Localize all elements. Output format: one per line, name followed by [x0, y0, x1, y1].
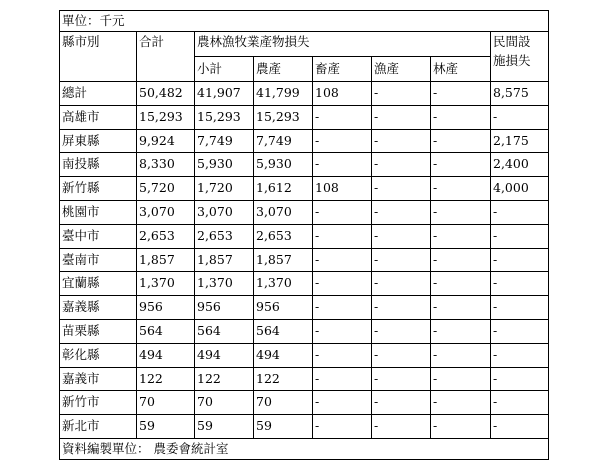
table-row — [60, 153, 549, 177]
cell-forestry: - — [431, 129, 491, 153]
cell-subtotal: 70 — [195, 391, 254, 415]
header-county: 縣市別 — [60, 32, 137, 82]
cell-livestock: - — [313, 105, 372, 129]
cell-fishery: - — [372, 367, 431, 391]
header-facility-line1: 民間設 — [493, 34, 531, 49]
cell-forestry: - — [431, 391, 491, 415]
header-crops: 農產 — [254, 57, 313, 82]
cell-county: 彰化縣 — [60, 343, 137, 367]
cell-livestock: - — [313, 272, 372, 296]
cell-livestock: 108 — [313, 82, 372, 106]
cell-fishery: - — [372, 391, 431, 415]
table-row — [60, 296, 549, 320]
cell-facility: - — [491, 224, 549, 248]
cell-fishery: - — [372, 153, 431, 177]
table-body — [60, 82, 549, 439]
cell-forestry: - — [431, 415, 491, 439]
cell-facility: - — [491, 248, 549, 272]
cell-total: 564 — [137, 319, 195, 343]
cell-fishery: - — [372, 177, 431, 201]
cell-forestry: - — [431, 343, 491, 367]
cell-livestock: - — [313, 391, 372, 415]
cell-fishery: - — [372, 82, 431, 106]
table-row — [60, 105, 549, 129]
unit-line: 單位：千元 — [60, 11, 549, 32]
cell-subtotal: 15,293 — [195, 105, 254, 129]
cell-county: 宜蘭縣 — [60, 272, 137, 296]
table-row — [60, 82, 549, 106]
cell-county: 新北市 — [60, 415, 137, 439]
cell-total: 59 — [137, 415, 195, 439]
cell-forestry: - — [431, 224, 491, 248]
cell-subtotal: 3,070 — [195, 200, 254, 224]
cell-total: 5,720 — [137, 177, 195, 201]
table-row — [60, 272, 549, 296]
cell-subtotal: 956 — [195, 296, 254, 320]
cell-total: 50,482 — [137, 82, 195, 106]
cell-facility: 8,575 — [491, 82, 549, 106]
cell-total: 2,653 — [137, 224, 195, 248]
cell-livestock: - — [313, 415, 372, 439]
cell-county: 南投縣 — [60, 153, 137, 177]
cell-subtotal: 59 — [195, 415, 254, 439]
source-line: 資料編製單位： 農委會統計室 — [60, 438, 549, 459]
table-row — [60, 248, 549, 272]
cell-livestock: - — [313, 153, 372, 177]
header-subtotal: 小計 — [195, 57, 254, 82]
cell-fishery: - — [372, 343, 431, 367]
header-forestry: 林產 — [431, 57, 491, 82]
cell-total: 956 — [137, 296, 195, 320]
cell-facility: - — [491, 105, 549, 129]
cell-livestock: - — [313, 200, 372, 224]
cell-fishery: - — [372, 129, 431, 153]
cell-county: 新竹市 — [60, 391, 137, 415]
cell-total: 9,924 — [137, 129, 195, 153]
cell-total: 1,857 — [137, 248, 195, 272]
loss-table — [59, 10, 549, 460]
table-row — [60, 343, 549, 367]
table-row — [60, 224, 549, 248]
cell-forestry: - — [431, 296, 491, 320]
cell-total: 1,370 — [137, 272, 195, 296]
cell-livestock: - — [313, 296, 372, 320]
cell-forestry: - — [431, 105, 491, 129]
cell-fishery: - — [372, 319, 431, 343]
header-livestock: 畜產 — [313, 57, 372, 82]
cell-livestock: - — [313, 224, 372, 248]
cell-facility: - — [491, 319, 549, 343]
cell-subtotal: 494 — [195, 343, 254, 367]
cell-fishery: - — [372, 224, 431, 248]
cell-subtotal: 1,370 — [195, 272, 254, 296]
cell-fishery: - — [372, 105, 431, 129]
cell-total: 3,070 — [137, 200, 195, 224]
cell-crops: 1,612 — [254, 177, 313, 201]
cell-crops: 564 — [254, 319, 313, 343]
cell-subtotal: 122 — [195, 367, 254, 391]
cell-subtotal: 2,653 — [195, 224, 254, 248]
table-row — [60, 391, 549, 415]
cell-crops: 59 — [254, 415, 313, 439]
cell-facility: - — [491, 367, 549, 391]
cell-crops: 7,749 — [254, 129, 313, 153]
cell-forestry: - — [431, 272, 491, 296]
cell-fishery: - — [372, 248, 431, 272]
cell-crops: 41,799 — [254, 82, 313, 106]
cell-subtotal: 1,857 — [195, 248, 254, 272]
cell-county: 新竹縣 — [60, 177, 137, 201]
cell-facility: - — [491, 200, 549, 224]
cell-county: 屏東縣 — [60, 129, 137, 153]
cell-crops: 1,857 — [254, 248, 313, 272]
header-facility — [491, 32, 549, 82]
cell-fishery: - — [372, 200, 431, 224]
cell-forestry: - — [431, 319, 491, 343]
cell-facility: - — [491, 415, 549, 439]
cell-crops: 494 — [254, 343, 313, 367]
table-row — [60, 200, 549, 224]
cell-crops: 5,930 — [254, 153, 313, 177]
header-agri-group: 農林漁牧業產物損失 — [195, 32, 491, 57]
cell-county: 嘉義縣 — [60, 296, 137, 320]
header-fishery: 漁產 — [372, 57, 431, 82]
cell-subtotal: 5,930 — [195, 153, 254, 177]
cell-crops: 3,070 — [254, 200, 313, 224]
cell-county: 苗栗縣 — [60, 319, 137, 343]
cell-livestock: - — [313, 129, 372, 153]
cell-forestry: - — [431, 367, 491, 391]
cell-total: 8,330 — [137, 153, 195, 177]
cell-fishery: - — [372, 296, 431, 320]
cell-fishery: - — [372, 272, 431, 296]
cell-total: 122 — [137, 367, 195, 391]
table-row — [60, 129, 549, 153]
header-facility-line2: 施損失 — [493, 53, 531, 68]
cell-facility: - — [491, 296, 549, 320]
cell-county: 總計 — [60, 82, 137, 106]
cell-subtotal: 1,720 — [195, 177, 254, 201]
cell-total: 15,293 — [137, 105, 195, 129]
cell-county: 臺中市 — [60, 224, 137, 248]
cell-livestock: - — [313, 367, 372, 391]
cell-facility: - — [491, 391, 549, 415]
table-row — [60, 415, 549, 439]
table-row — [60, 367, 549, 391]
cell-forestry: - — [431, 153, 491, 177]
cell-crops: 122 — [254, 367, 313, 391]
cell-livestock: - — [313, 319, 372, 343]
cell-subtotal: 7,749 — [195, 129, 254, 153]
cell-total: 494 — [137, 343, 195, 367]
cell-livestock: 108 — [313, 177, 372, 201]
table-row — [60, 177, 549, 201]
cell-forestry: - — [431, 248, 491, 272]
cell-crops: 70 — [254, 391, 313, 415]
cell-county: 高雄市 — [60, 105, 137, 129]
cell-crops: 2,653 — [254, 224, 313, 248]
cell-subtotal: 41,907 — [195, 82, 254, 106]
cell-livestock: - — [313, 343, 372, 367]
cell-forestry: - — [431, 177, 491, 201]
cell-subtotal: 564 — [195, 319, 254, 343]
header-total: 合計 — [137, 32, 195, 82]
cell-facility: - — [491, 343, 549, 367]
cell-facility: - — [491, 272, 549, 296]
cell-forestry: - — [431, 82, 491, 106]
table-row — [60, 319, 549, 343]
cell-facility: 4,000 — [491, 177, 549, 201]
cell-livestock: - — [313, 248, 372, 272]
cell-total: 70 — [137, 391, 195, 415]
cell-county: 嘉義市 — [60, 367, 137, 391]
cell-crops: 15,293 — [254, 105, 313, 129]
cell-county: 桃園市 — [60, 200, 137, 224]
cell-crops: 956 — [254, 296, 313, 320]
cell-county: 臺南市 — [60, 248, 137, 272]
cell-forestry: - — [431, 200, 491, 224]
cell-facility: 2,175 — [491, 129, 549, 153]
cell-fishery: - — [372, 415, 431, 439]
cell-facility: 2,400 — [491, 153, 549, 177]
cell-crops: 1,370 — [254, 272, 313, 296]
